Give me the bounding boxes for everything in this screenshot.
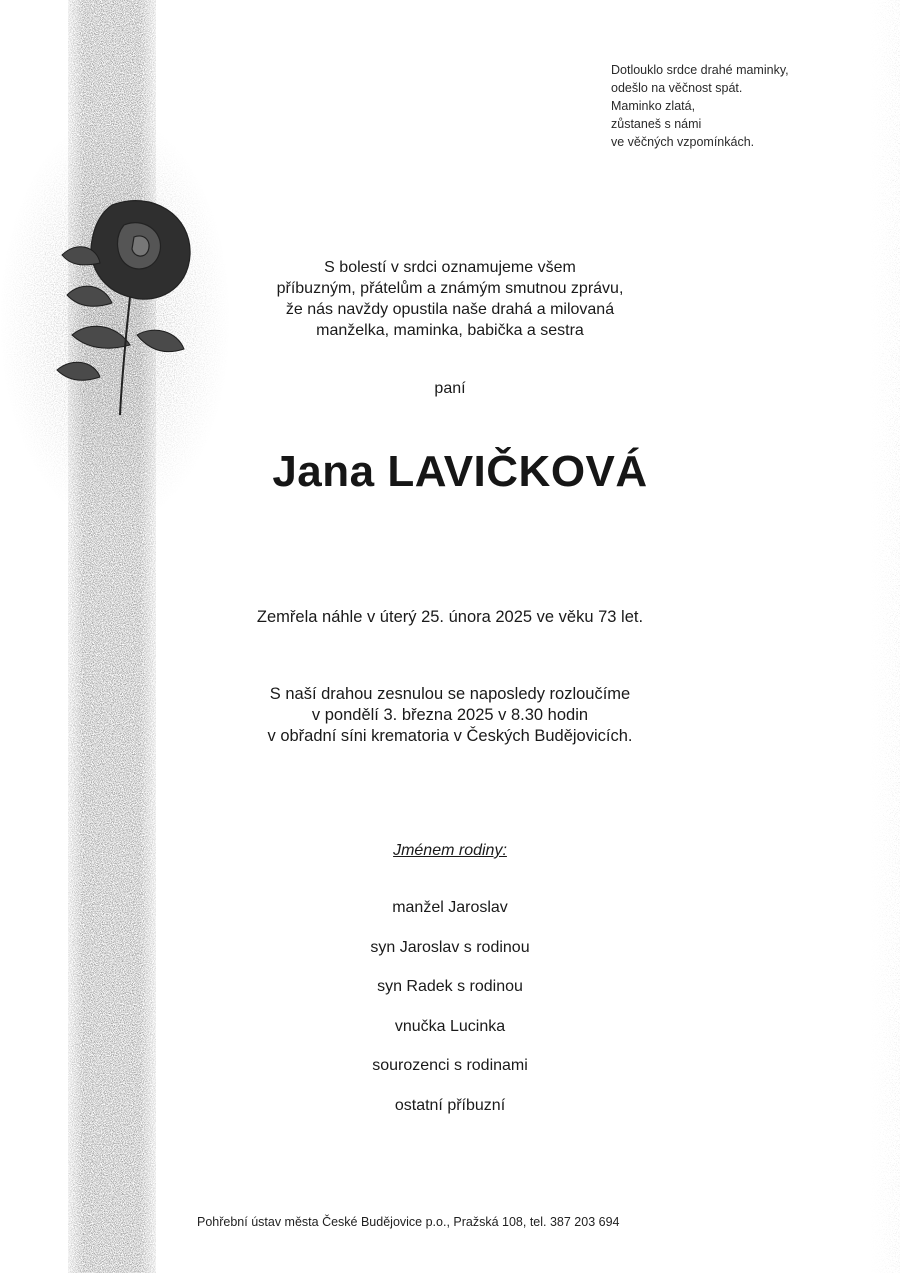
family-member: vnučka Lucinka — [394, 1017, 506, 1035]
announcement-line: příbuzným, přátelům a známým smutnou zprávu, — [276, 280, 624, 297]
funeral-service-footer: Pohřební ústav města České Budějovice p.o., Pražská 108, tel. 387 203 694 — [197, 1215, 620, 1229]
farewell-line: S naší drahou zesnulou se naposledy rozloučíme — [269, 685, 631, 703]
family-member: ostatní příbuzní — [394, 1096, 506, 1114]
verse-line: ve věčných vzpomínkách. — [611, 135, 755, 149]
announcement-text — [160, 257, 740, 341]
announcement-line: manželka, maminka, babička a sestra — [316, 322, 584, 339]
announcement-line: že nás navždy opustila naše drahá a milovaná — [285, 301, 615, 318]
farewell-info — [160, 684, 740, 747]
family-heading: Jménem rodiny: — [393, 842, 507, 859]
honorific-title: paní — [434, 380, 466, 397]
verse-line: Dotlouklo srdce drahé maminky, — [611, 63, 789, 77]
family-member: syn Radek s rodinou — [377, 978, 523, 995]
family-member: syn Jaroslav s rodinou — [370, 938, 530, 956]
announcement-line: S bolestí v srdci oznamujeme všem — [324, 259, 576, 276]
death-info: Zemřela náhle v úterý 25. února 2025 ve věku 73 let. — [256, 608, 644, 626]
farewell-line: v obřadní síni krematoria v Českých Budějovicích. — [267, 727, 633, 745]
verse-line: Maminko zlatá, — [611, 99, 696, 113]
scan-edge-decoration — [870, 0, 900, 1273]
family-member: manžel Jaroslav — [392, 899, 508, 916]
farewell-line: v pondělí 3. března 2025 v 8.30 hodin — [311, 706, 589, 724]
verse-line: zůstaneš s námi — [611, 117, 702, 131]
memorial-verse — [611, 61, 871, 151]
verse-line: odešlo na věčnost spát. — [611, 81, 743, 95]
deceased-name: Jana LAVIČKOVÁ — [272, 447, 648, 496]
family-list — [160, 897, 740, 1134]
family-member: sourozenci s rodinami — [372, 1057, 528, 1074]
